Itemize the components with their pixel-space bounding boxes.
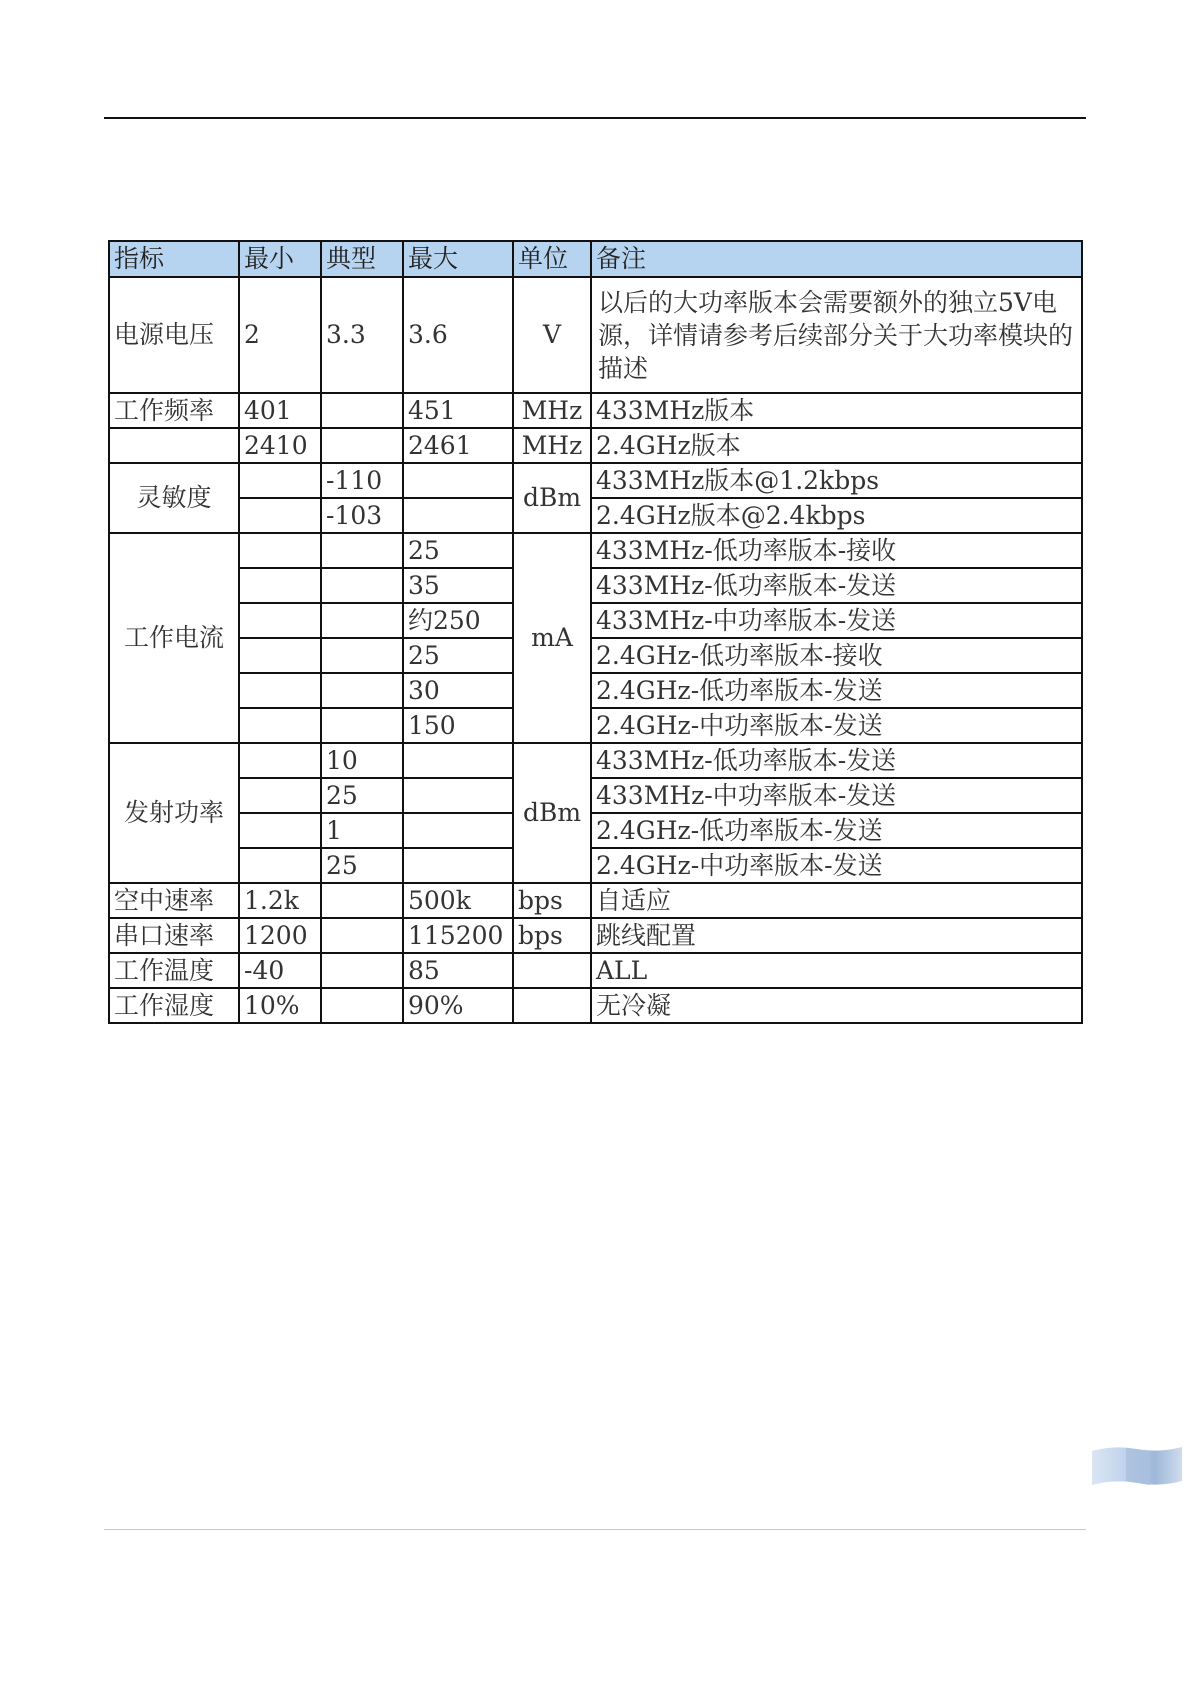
cell-typ — [321, 673, 403, 708]
cell-typ — [321, 603, 403, 638]
cell-min — [239, 813, 321, 848]
table-row — [109, 883, 1082, 918]
cell-note: ALL — [591, 953, 1082, 988]
cell-note: 以后的大功率版本会需要额外的独立5V电源，详情请参考后续部分关于大功率模块的描述 — [591, 277, 1082, 393]
header-min: 最小 — [239, 241, 321, 277]
cell-unit: bps — [513, 883, 591, 918]
row-label: 工作湿度 — [109, 988, 239, 1023]
cell-typ: 3.3 — [321, 277, 403, 393]
row-label: 工作频率 — [109, 393, 239, 428]
cell-min — [239, 848, 321, 883]
cell-unit: dBm — [513, 463, 591, 533]
cell-typ — [321, 533, 403, 568]
cell-note: 433MHz版本@1.2kbps — [591, 463, 1082, 498]
cell-max: 3.6 — [403, 277, 513, 393]
cell-max: 约250 — [403, 603, 513, 638]
cell-min — [239, 673, 321, 708]
cell-note: 433MHz-中功率版本-发送 — [591, 603, 1082, 638]
cell-min: -40 — [239, 953, 321, 988]
table-row — [109, 848, 1082, 883]
table-row — [109, 428, 1082, 463]
row-label: 空中速率 — [109, 883, 239, 918]
cell-typ — [321, 393, 403, 428]
cell-max: 30 — [403, 673, 513, 708]
footer-rule — [104, 1529, 1086, 1530]
cell-min — [239, 778, 321, 813]
cell-note: 433MHz-低功率版本-发送 — [591, 568, 1082, 603]
table-row — [109, 813, 1082, 848]
cell-min — [239, 533, 321, 568]
cell-unit: MHz — [513, 428, 591, 463]
cell-min — [239, 463, 321, 498]
cell-max — [403, 743, 513, 778]
cell-typ — [321, 638, 403, 673]
cell-max: 150 — [403, 708, 513, 743]
table-row — [109, 393, 1082, 428]
table-row — [109, 988, 1082, 1023]
cell-note: 跳线配置 — [591, 918, 1082, 953]
cell-typ — [321, 708, 403, 743]
cell-note: 433MHz-低功率版本-接收 — [591, 533, 1082, 568]
cell-note: 2.4GHz-低功率版本-发送 — [591, 813, 1082, 848]
cell-typ — [321, 918, 403, 953]
cell-unit: MHz — [513, 393, 591, 428]
cell-max: 115200 — [403, 918, 513, 953]
cell-note: 2.4GHz-低功率版本-发送 — [591, 673, 1082, 708]
cell-max: 451 — [403, 393, 513, 428]
cell-min: 1.2k — [239, 883, 321, 918]
cell-min: 10% — [239, 988, 321, 1023]
cell-max: 85 — [403, 953, 513, 988]
header-note: 备注 — [591, 241, 1082, 277]
header-max: 最大 — [403, 241, 513, 277]
cell-min — [239, 638, 321, 673]
cell-note: 无冷凝 — [591, 988, 1082, 1023]
cell-note: 433MHz-中功率版本-发送 — [591, 778, 1082, 813]
table-row — [109, 743, 1082, 778]
cell-unit: mA — [513, 533, 591, 743]
table-row — [109, 673, 1082, 708]
table-row — [109, 603, 1082, 638]
cell-min — [239, 498, 321, 533]
cell-max: 2461 — [403, 428, 513, 463]
header-unit: 单位 — [513, 241, 591, 277]
spec-table — [108, 240, 1083, 1024]
cell-typ: 10 — [321, 743, 403, 778]
cell-max: 25 — [403, 638, 513, 673]
cell-max: 35 — [403, 568, 513, 603]
row-label: 灵敏度 — [109, 463, 239, 533]
row-label — [109, 428, 239, 463]
cell-unit — [513, 988, 591, 1023]
cell-max — [403, 498, 513, 533]
header-rule — [104, 117, 1086, 119]
table-row — [109, 277, 1082, 393]
cell-note: 2.4GHz版本@2.4kbps — [591, 498, 1082, 533]
cell-min: 2 — [239, 277, 321, 393]
cell-typ: 25 — [321, 778, 403, 813]
cell-max — [403, 848, 513, 883]
table-row — [109, 568, 1082, 603]
cell-typ: -103 — [321, 498, 403, 533]
cell-unit: V — [513, 277, 591, 393]
cell-typ: 1 — [321, 813, 403, 848]
cell-typ — [321, 883, 403, 918]
cell-note: 2.4GHz版本 — [591, 428, 1082, 463]
cell-max: 500k — [403, 883, 513, 918]
table-row — [109, 778, 1082, 813]
cell-note: 自适应 — [591, 883, 1082, 918]
cell-unit: bps — [513, 918, 591, 953]
cell-min — [239, 603, 321, 638]
header-indicator: 指标 — [109, 241, 239, 277]
cell-max — [403, 778, 513, 813]
cell-max — [403, 463, 513, 498]
cell-max — [403, 813, 513, 848]
cell-note: 2.4GHz-中功率版本-发送 — [591, 848, 1082, 883]
cell-min — [239, 708, 321, 743]
table-row — [109, 463, 1082, 498]
row-label: 串口速率 — [109, 918, 239, 953]
cell-note: 433MHz-低功率版本-发送 — [591, 743, 1082, 778]
cell-note: 2.4GHz-低功率版本-接收 — [591, 638, 1082, 673]
cell-typ: -110 — [321, 463, 403, 498]
cell-min: 1200 — [239, 918, 321, 953]
cell-max: 90% — [403, 988, 513, 1023]
table-row — [109, 953, 1082, 988]
cell-min: 401 — [239, 393, 321, 428]
cell-typ: 25 — [321, 848, 403, 883]
row-label: 电源电压 — [109, 277, 239, 393]
cell-unit: dBm — [513, 743, 591, 883]
cell-unit — [513, 953, 591, 988]
row-label: 发射功率 — [109, 743, 239, 883]
table-row — [109, 708, 1082, 743]
table-row — [109, 498, 1082, 533]
cell-typ — [321, 428, 403, 463]
table-header-row — [109, 241, 1082, 277]
header-typ: 典型 — [321, 241, 403, 277]
table-row — [109, 918, 1082, 953]
cell-typ — [321, 953, 403, 988]
cell-max: 25 — [403, 533, 513, 568]
cell-min — [239, 568, 321, 603]
cell-min: 2410 — [239, 428, 321, 463]
row-label: 工作温度 — [109, 953, 239, 988]
table-row — [109, 533, 1082, 568]
cell-typ — [321, 988, 403, 1023]
cell-note: 2.4GHz-中功率版本-发送 — [591, 708, 1082, 743]
cell-note: 433MHz版本 — [591, 393, 1082, 428]
cell-typ — [321, 568, 403, 603]
row-label: 工作电流 — [109, 533, 239, 743]
cell-min — [239, 743, 321, 778]
page-corner-tab-icon — [1092, 1443, 1182, 1487]
table-row — [109, 638, 1082, 673]
